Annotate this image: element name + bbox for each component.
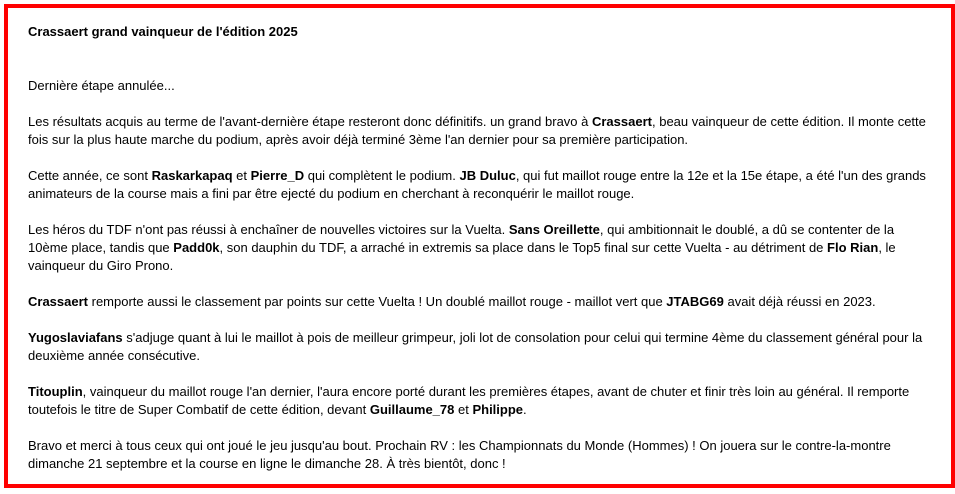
paragraph-results	[28, 113, 933, 149]
text-segment: , le vainqueur du Giro Prono.	[28, 240, 896, 273]
paragraph-stage-cancelled: Dernière étape annulée...	[28, 78, 175, 93]
rider-name: JTABG69	[666, 294, 724, 309]
rider-name: Guillaume_78	[369, 402, 455, 417]
text-segment: avait déjà réussi en 2023.	[723, 294, 876, 309]
article-content	[28, 23, 933, 473]
text-segment: , qui fut maillot rouge entre la 12e et la 15e étape, a été l'un des grands animateurs de la course mais a fini par être ejecté du podium en cherchant à reconquérir le maillot rouge.	[28, 168, 926, 201]
text-segment: .	[523, 402, 527, 417]
rider-name: Padd0k	[173, 240, 220, 255]
paragraph-climber	[28, 329, 933, 365]
paragraph-podium	[28, 167, 933, 203]
text-segment: , vainqueur du maillot rouge l'an dernier, l'aura encore porté durant les premières étapes, avant de chuter et finir très loin au général. Il remporte toutefois le titre de Super Combatif de cette édition, devant	[28, 384, 910, 417]
paragraph-combativity	[28, 383, 933, 419]
rider-name: Yugoslaviafans	[28, 330, 123, 345]
text-segment: qui complètent le podium.	[304, 168, 460, 183]
paragraph-points-classification	[28, 293, 933, 311]
rider-name: Flo Rian	[827, 240, 879, 255]
text-segment: Les résultats acquis au terme de l'avant-dernière étape resteront donc définitifs. un grand bravo à	[28, 114, 592, 129]
text-segment: et	[454, 402, 473, 417]
rider-name: Pierre_D	[250, 168, 305, 183]
paragraph-tdf-heroes	[28, 221, 933, 275]
paragraph-closing: Bravo et merci à tous ceux qui ont joué le jeu jusqu'au bout. Prochain RV : les Championnats du Monde (Hommes) ! On jouera sur le contre-la-montre dimanche 21 septembre et la course en ligne le dimanche 28. À très bientôt, donc !	[28, 438, 891, 471]
rider-name: JB Duluc	[459, 168, 516, 183]
article-frame	[4, 4, 955, 488]
text-segment: et	[232, 168, 251, 183]
text-segment: Les héros du TDF n'ont pas réussi à enchaîner de nouvelles victoires sur la Vuelta.	[28, 222, 509, 237]
text-segment: s'adjuge quant à lui le maillot à pois de meilleur grimpeur, joli lot de consolation pour celui qui termine 4ème du classement général pour la deuxième année consécutive.	[28, 330, 923, 363]
text-segment: Cette année, ce sont	[28, 168, 152, 183]
rider-name: Philippe	[472, 402, 524, 417]
text-segment: , qui ambitionnait le doublé, a dû se contenter de la 10ème place, tandis que	[28, 222, 895, 255]
rider-name: Crassaert	[28, 294, 88, 309]
rider-name: Titouplin	[28, 384, 83, 399]
text-segment: , son dauphin du TDF, a arraché in extremis sa place dans le Top5 final sur cette Vuelta - au détriment de	[219, 240, 828, 255]
text-segment: remporte aussi le classement par points sur cette Vuelta ! Un doublé maillot rouge - maillot vert que	[88, 294, 667, 309]
text-segment: , beau vainqueur de cette édition. Il monte cette fois sur la plus haute marche du podium, après avoir déjà terminé 3ème l'an dernier pour sa première participation.	[28, 114, 926, 147]
rider-name: Sans Oreillette	[508, 222, 600, 237]
article-title: Crassaert grand vainqueur de l'édition 2025	[28, 24, 298, 39]
rider-name: Crassaert	[591, 114, 652, 129]
rider-name: Raskarkapaq	[151, 168, 233, 183]
